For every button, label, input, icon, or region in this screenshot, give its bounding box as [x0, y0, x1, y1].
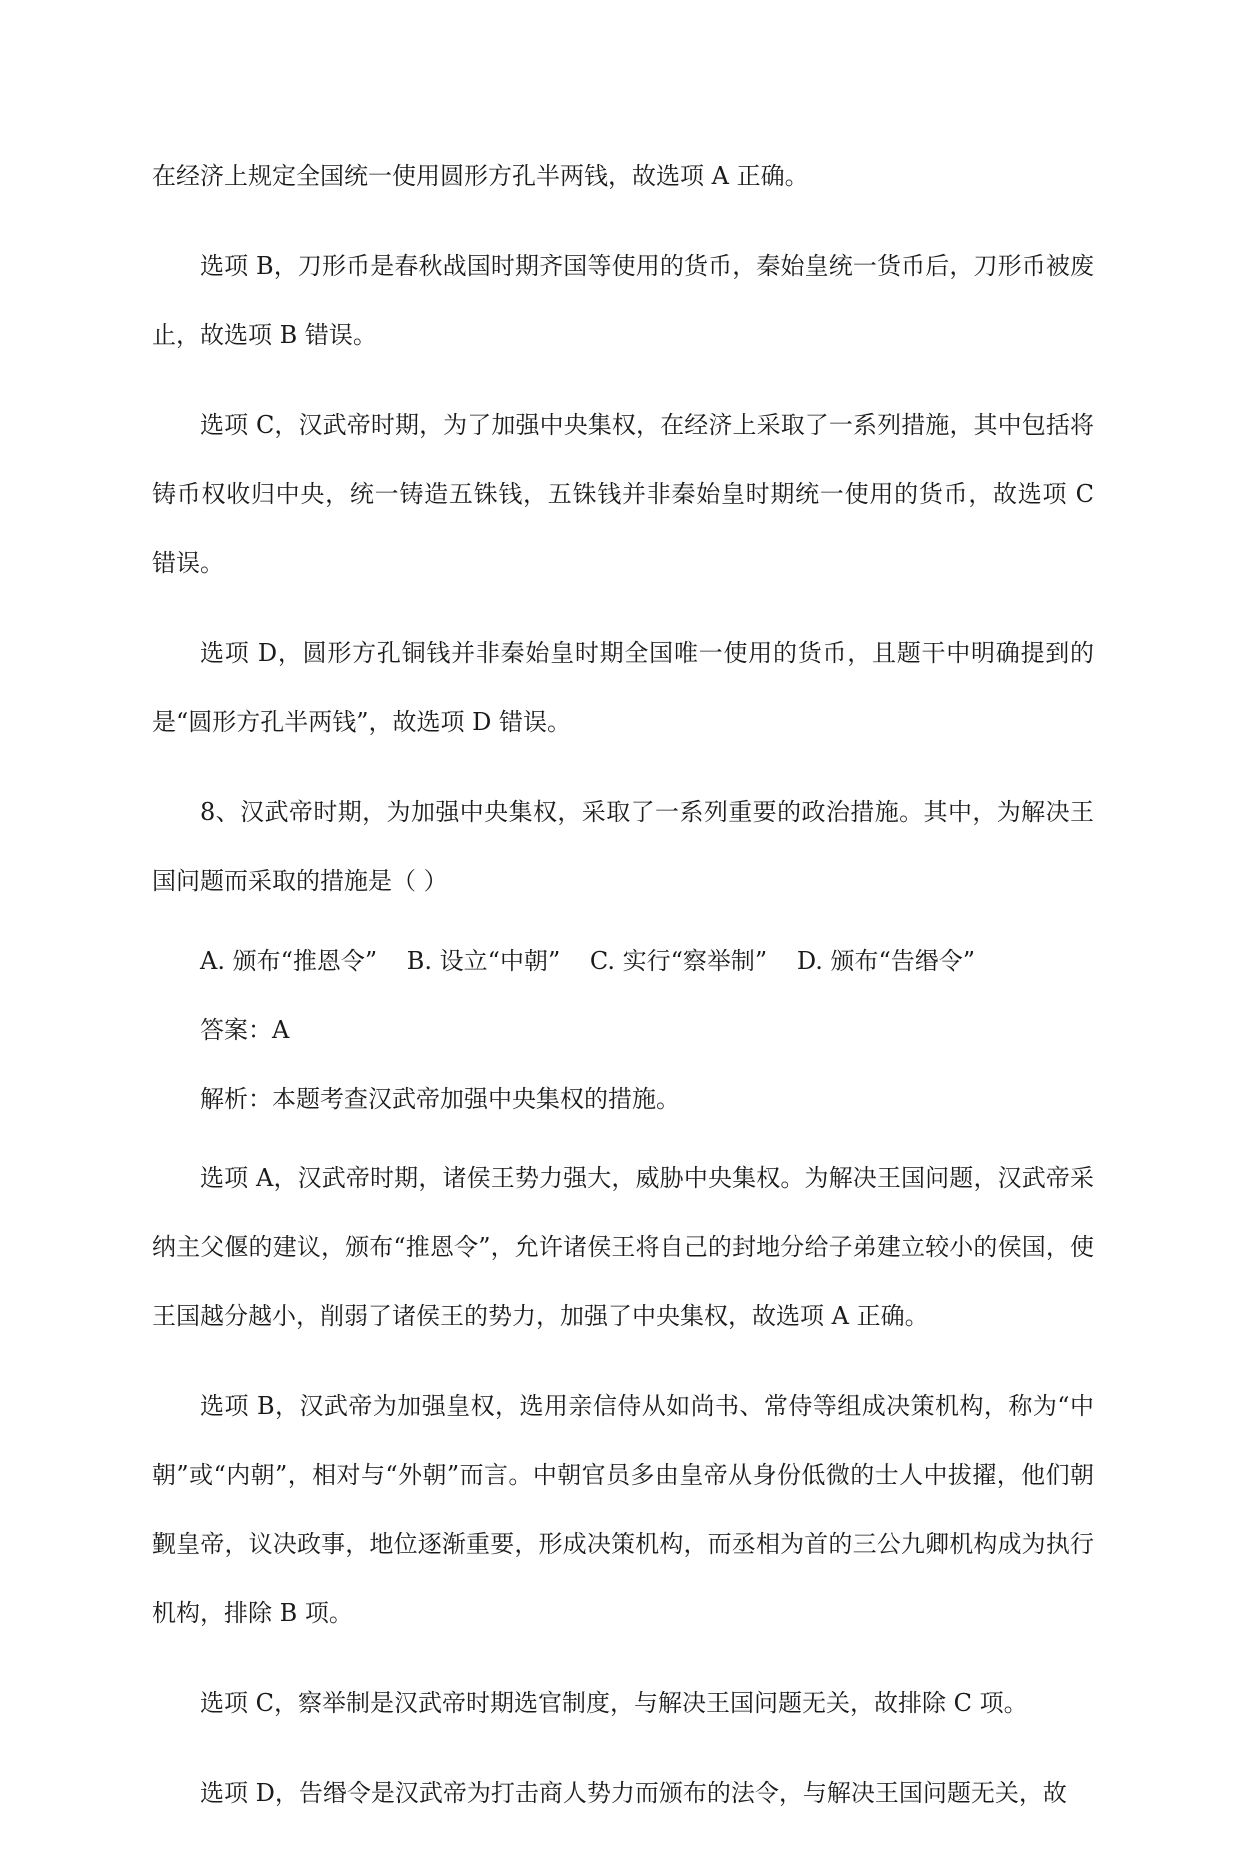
question-8-answer: 答案：A — [200, 1016, 290, 1044]
explanation-option-d: 选项 D，告缗令是汉武帝为打击商人势力而颁布的法令，与解决王国问题无关，故 — [200, 1779, 1067, 1807]
question-8-options — [152, 937, 1094, 985]
paragraph-option-d: 选项 D，圆形方孔铜钱并非秦始皇时期全国唯一使用的货币，且题干中明确提到的是“圆形方孔半两钱”，故选项 D 错误。 — [152, 639, 1094, 736]
document-body — [152, 142, 1094, 1849]
explanation-option-b: 选项 B，汉武帝为加强皇权，选用亲信侍从如尚书、常侍等组成决策机构，称为“中朝”或“内朝”，相对与“外朝”而言。中朝官员多由皇帝从身份低微的士人中拔擢，他们朝觐皇帝，议决政事，地位逐渐重要，形成决策机构，而丞相为首的三公九卿机构成为执行机构，排除 B 项。 — [152, 1392, 1094, 1627]
question-8-analysis: 解析：本题考查汉武帝加强中央集权的措施。 — [200, 1085, 680, 1113]
option-b: B. 设立“中朝” — [406, 947, 561, 975]
explanation-option-a: 选项 A，汉武帝时期，诸侯王势力强大，威胁中央集权。为解决王国问题，汉武帝采纳主父偃的建议，颁布“推恩令”，允许诸侯王将自己的封地分给子弟建立较小的侯国，使王国越分越小，削弱了诸侯王的势力，加强了中央集权，故选项 A 正确。 — [152, 1164, 1094, 1330]
option-a: A. 颁布“推恩令” — [200, 947, 378, 975]
paragraph-option-c: 选项 C，汉武帝时期，为了加强中央集权，在经济上采取了一系列措施，其中包括将铸币权收归中央，统一铸造五铢钱，五铢钱并非秦始皇时期统一使用的货币，故选项 C 错误。 — [152, 411, 1094, 577]
option-c: C. 实行“察举制” — [589, 947, 768, 975]
paragraph-option-b: 选项 B，刀形币是春秋战国时期齐国等使用的货币，秦始皇统一货币后，刀形币被废止，故选项 B 错误。 — [152, 252, 1094, 349]
paragraph-option-a-conclusion: 在经济上规定全国统一使用圆形方孔半两钱，故选项 A 正确。 — [152, 162, 809, 190]
explanation-option-c: 选项 C，察举制是汉武帝时期选官制度，与解决王国问题无关，故排除 C 项。 — [200, 1689, 1028, 1717]
question-8-stem: 8、汉武帝时期，为加强中央集权，采取了一系列重要的政治措施。其中，为解决王国问题而采取的措施是（ ） — [152, 798, 1094, 895]
option-d: D. 颁布“告缗令” — [796, 947, 975, 975]
